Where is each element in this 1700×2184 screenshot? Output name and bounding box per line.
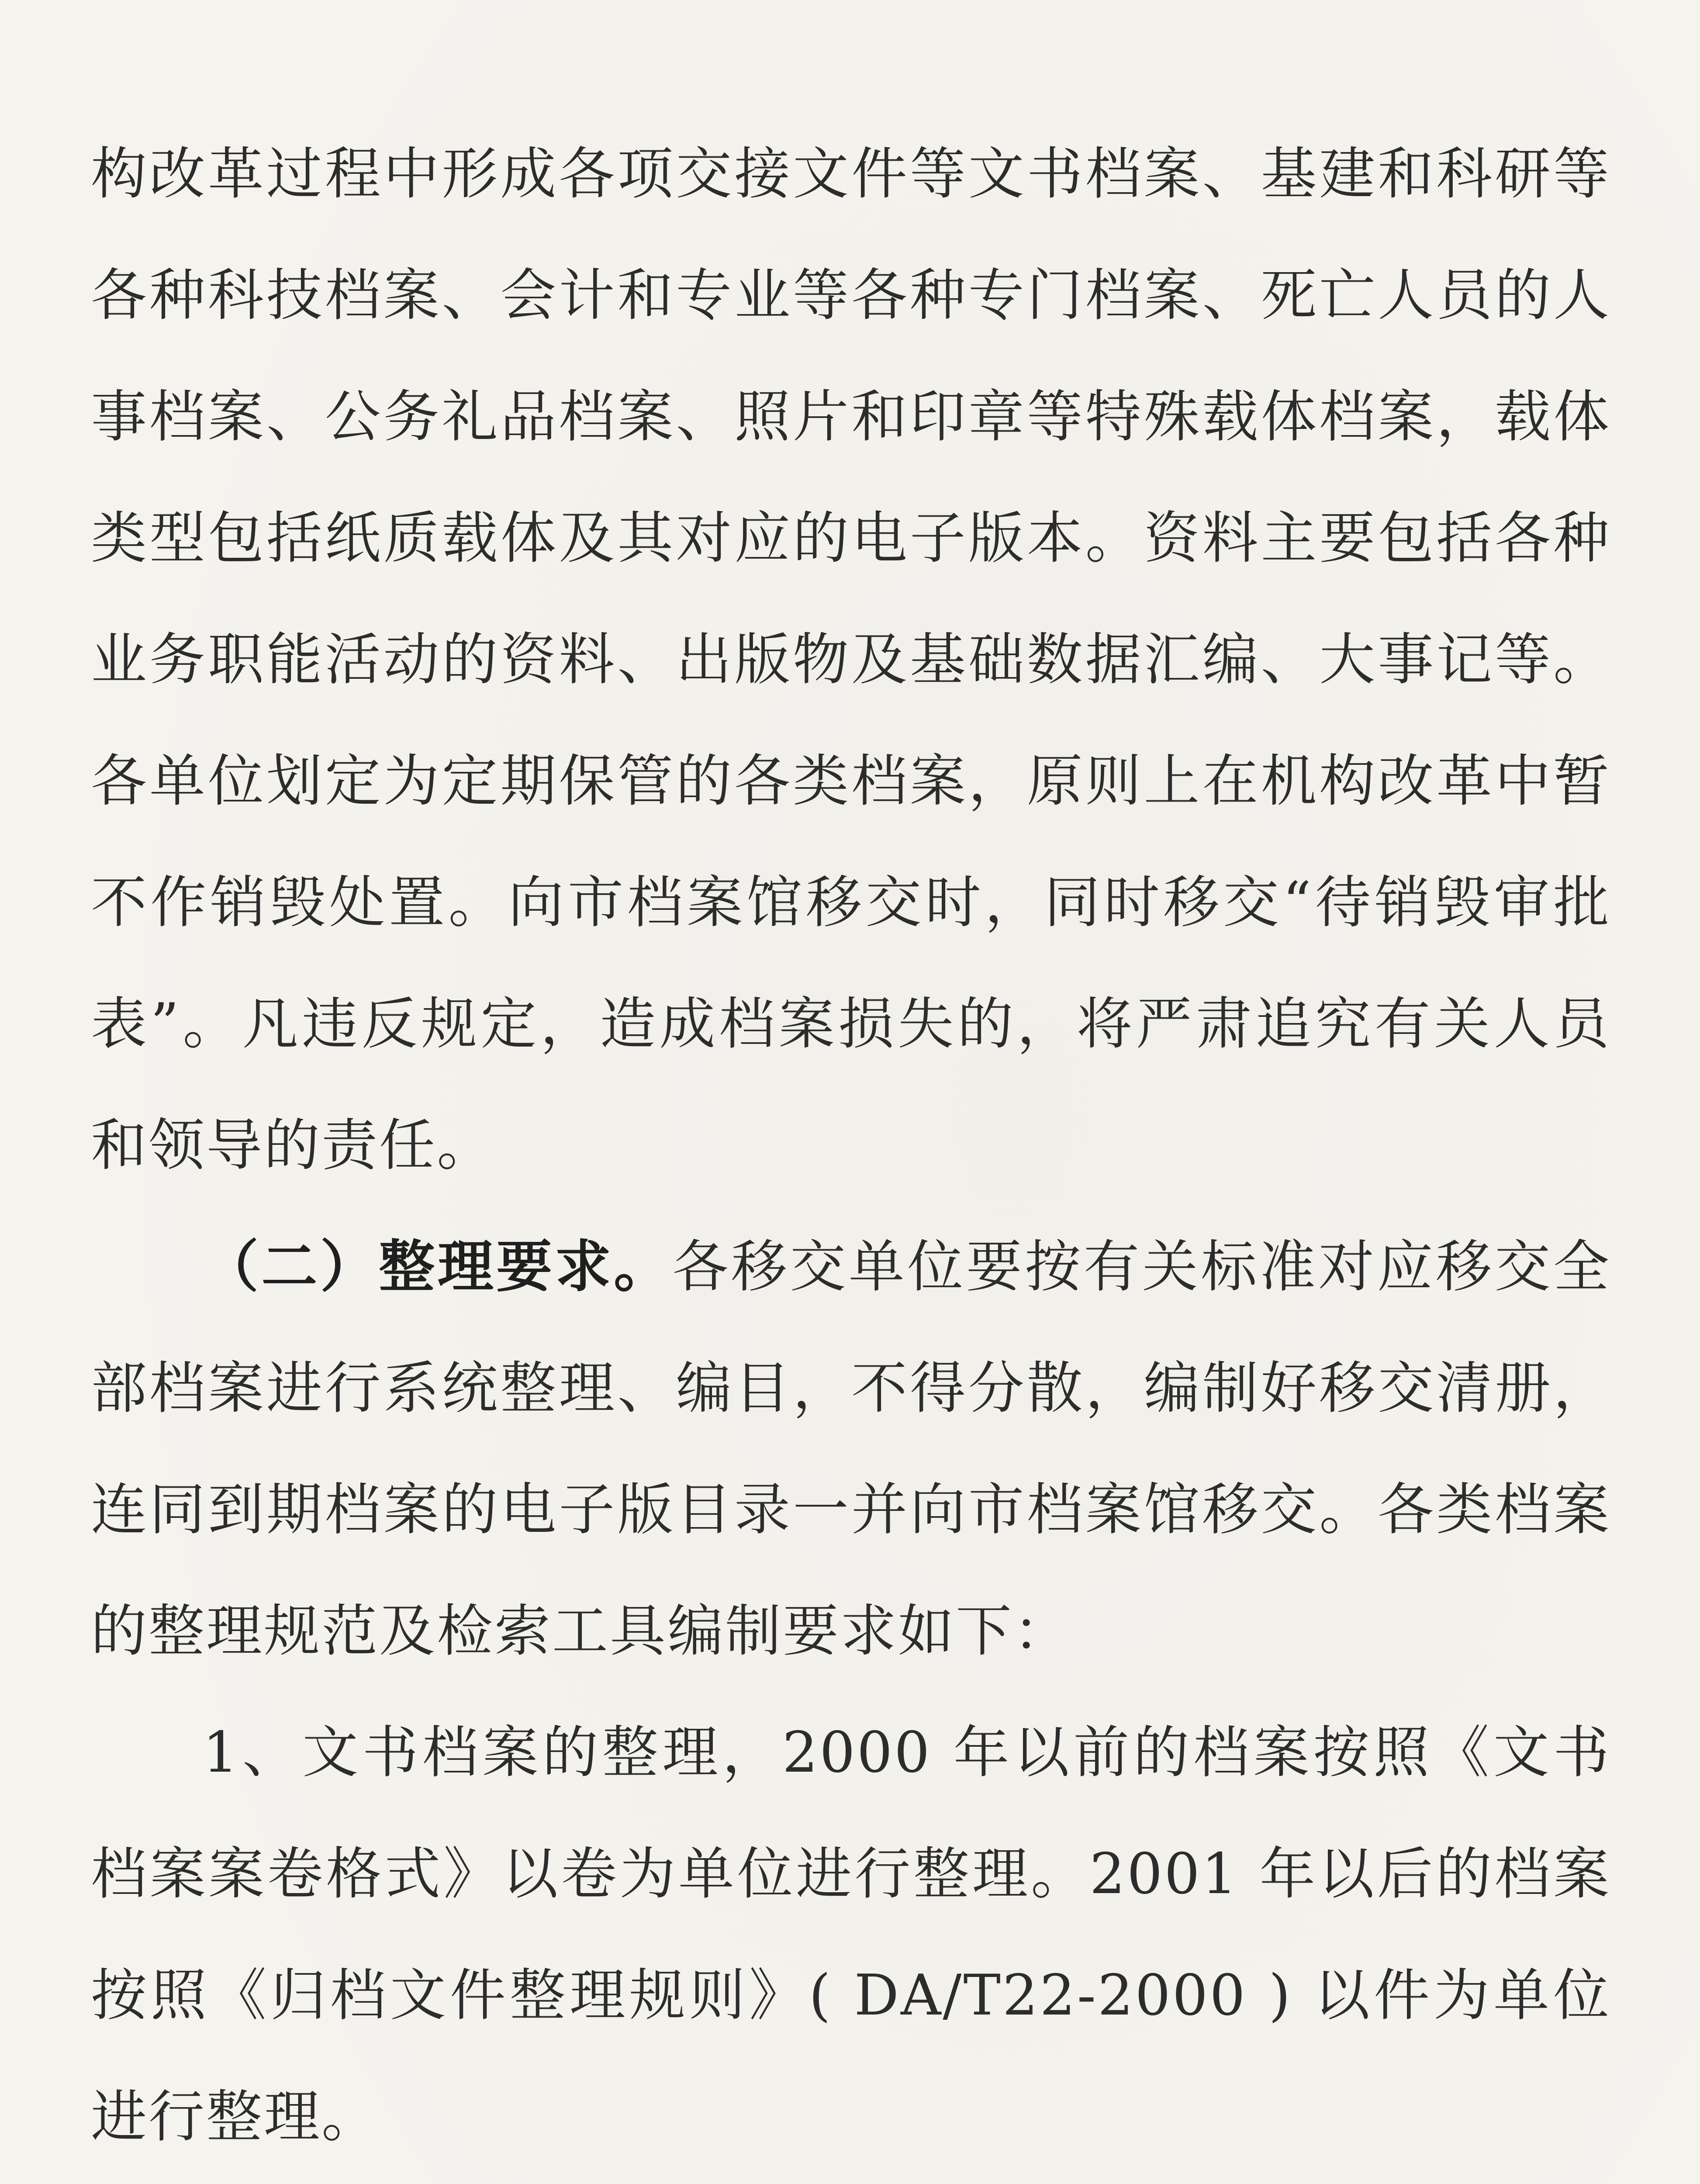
paragraph-3 [91, 1692, 1611, 2178]
body-text [91, 114, 1611, 2184]
section-heading: （二）整理要求。 [203, 1234, 673, 1299]
paragraph-3-text: 1、文书档案的整理，2000 年以前的档案按照《文书档案案卷格式》以卷为单位进行整理。2001 年以后的档案按照《归档文件整理规则》( DA/T22-2000 ) 以件为单位进行整理。 [91, 1720, 1611, 2149]
paragraph-4 [91, 2178, 1611, 2184]
paragraph-1 [91, 114, 1611, 1206]
paragraph-2 [91, 1206, 1611, 1692]
paragraph-1-text: 构改革过程中形成各项交接文件等文书档案、基建和科研等各种科技档案、会计和专业等各种专门档案、死亡人员的人事档案、公务礼品档案、照片和印章等特殊载体档案，载体类型包括纸质载体及其对应的电子版本。资料主要包括各种业务职能活动的资料、出版物及基础数据汇编、大事记等。各单位划定为定期保管的各类档案，原则上在机构改革中暂不作销毁处置。向市档案馆移交时，同时移交“待销毁审批表”。凡违反规定，造成档案损失的，将严肃追究有关人员和领导的责任。 [91, 142, 1611, 1178]
paragraph-2-text: 各移交单位要按有关标准对应移交全部档案进行系统整理、编目，不得分散，编制好移交清册，连同到期档案的电子版目录一并向市档案馆移交。各类档案的整理规范及检索工具编制要求如下： [91, 1234, 1611, 1664]
